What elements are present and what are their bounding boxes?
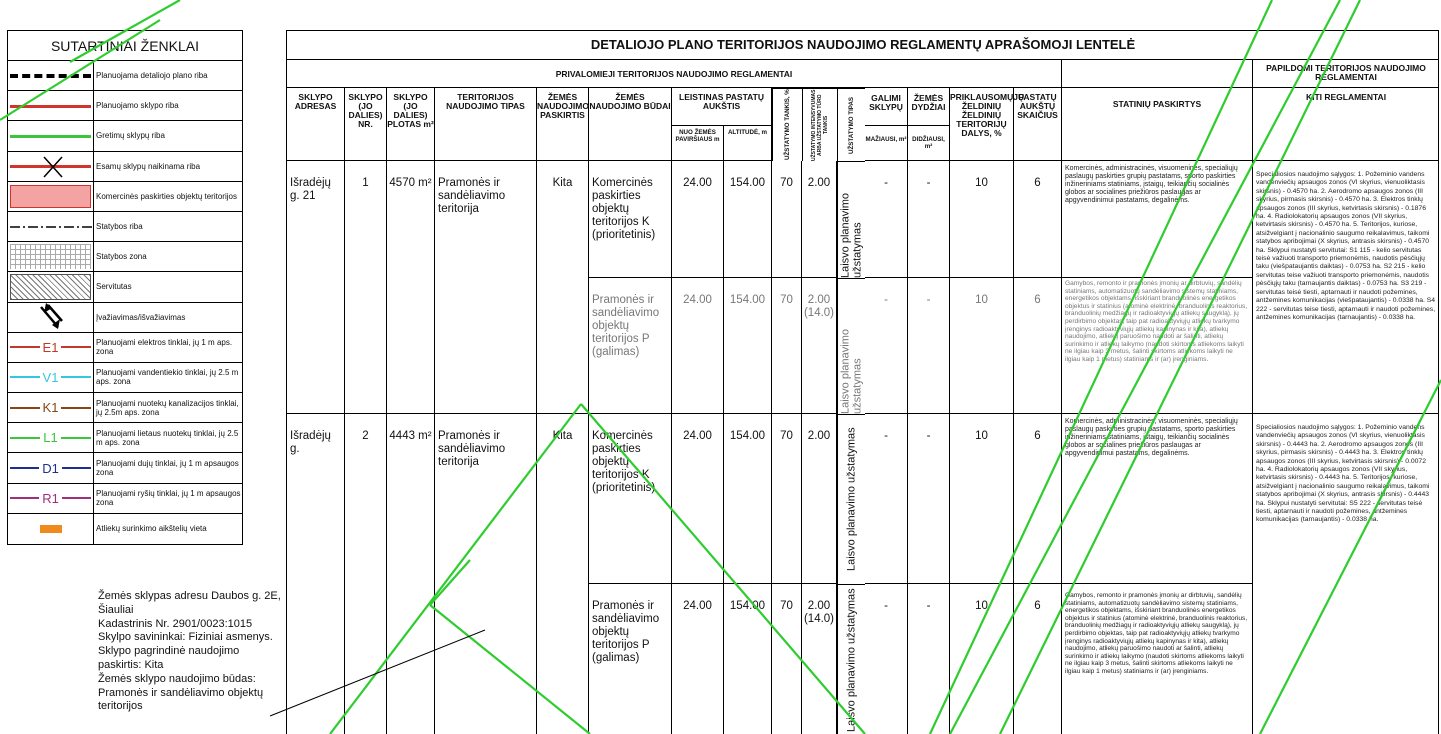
green-line-icon [8, 121, 94, 150]
header-territory-type: TERITORIJOS NAUDOJIMO TIPAS [435, 88, 537, 161]
utility-line-icon [8, 333, 94, 362]
floors-cell: 6 [1014, 161, 1062, 278]
intensity-cell: 2.00 (14.0) [802, 584, 837, 734]
pink-fill-icon [8, 182, 94, 211]
header-height-alt: ALTITUDĖ, m [724, 126, 772, 161]
legend-item [8, 363, 242, 393]
legend-item-label: Planuojami ryšių tinklai, jų 1 m apsaugos zona [96, 489, 241, 508]
green-cell: 10 [950, 414, 1014, 584]
note-line: Skylpo savininkai: Fiziniai asmenys. [98, 631, 273, 644]
header-intensity: UŽSTATYMO INTENSYVUMAS ARBA UŽSTATYMO TŪRO TANKIS [802, 88, 837, 161]
height-ground-cell: 24.00 [672, 161, 724, 278]
note-line: Žemės sklypas adresu Daubos g. 2E, [98, 590, 281, 602]
double-arrow-icon [8, 303, 94, 332]
legend-item [8, 242, 242, 272]
plot-address: Išradėjų g. [287, 414, 345, 734]
legend-item [8, 212, 242, 242]
legend-item-label: Gretimų sklypų riba [96, 131, 165, 141]
utility-line-icon [8, 363, 94, 392]
green-cell: 10 [950, 584, 1014, 734]
statiniu-cell: Gamybos, remonto ir pramonės įmonių ar dirbtuvių, sandėlių statiniams, automatizuotų sandėliavimo sistemų statiniams, energetikos objektams, išskiriant branduolinės energetikos objektus ir statinius (atominė elektrinė, branduolinis reaktorius, branduolinių medžiagų ir radioaktyviųjų atliekų saugyklą), jų perdirbimo objektas, taip pat radioaktyviųjų atliekų tvarkymo įrenginys radioaktyviųjų atliekų kapinynas ir kita), atliekų naudojimo, atliekų paruošimo naudoti ar šalinti, atliekų surinkimo ir atliekų laikymo (naudoti skirtoms atliekoms laikyti ne ilgiau kaip 3 metus, šalinti skirtoms atliekoms laikyti ne ilgiau kaip 1 metus) statiniams ir (ar) įrenginiams. [1062, 584, 1253, 734]
utility-code: V1 [40, 370, 62, 385]
dashed-black-line-icon [8, 61, 94, 90]
legend-item-label: Statybos zona [96, 252, 147, 262]
green-cell: 10 [950, 161, 1014, 278]
legend-item [8, 61, 242, 91]
legend-item-label: Esamų sklypų naikinama riba [96, 161, 201, 171]
group-mandatory-header: PRIVALOMIEJI TERITORIJOS NAUDOJIMO REGLAMENTAI [287, 60, 1062, 88]
density-cell: 70 [772, 278, 802, 414]
legend-item-label: Planuojamo sklypo riba [96, 101, 179, 111]
land-use-cell: Pramonės ir sandėliavimo objektų teritorijos P (galimas) [589, 584, 672, 734]
statiniu-cell: Komercinės, administracinės, visuomeninės, specialiųjų paslaugų paskirties grupių pastatams, sporto paskirties inžineriniams statiniams, įstaigų, teikiančių socialinės globos ar socialines priežiūros paslaugas ar apgyvendinimui pastatams, degalinėms. [1062, 414, 1253, 584]
statiniu-cell: Komercinės, administracinės, visuomeninės, specialiųjų paslaugų paskirties grupių pastatams, sporto paskirties inžineriniams statiniams, įstaigų, teikiančių socialinės globos ar socialines priežiūros paslaugas ar apgyvendinimui pastatams, degalinėms. [1062, 161, 1253, 278]
height-alt-cell: 154.00 [724, 161, 772, 278]
min-size-cell: - [865, 414, 908, 584]
legend-item-label: Įvažiavimas/išvažiavimas [96, 312, 186, 322]
note-line: Sklypo pagrindinė naudojimo [98, 645, 240, 658]
utility-code: D1 [39, 461, 62, 476]
statiniu-cell: Gamybos, remonto ir pramonės įmonių ar dirbtuvių, sandėlių statiniams, automatizuotų sandėliavimo sistemų statiniams, energetikos objektams, išskiriant branduolinės energetikos objektus ir statinius (atominė elektrinė, branduolinis reaktorius, branduolinių medžiagų ir radioaktyviųjų atliekų saugyklą), jų perdirbimo objektas, taip pat radioaktyviųjų atliekų tvarkymo įrenginys radioaktyviųjų atliekų kapinynas ir kita), atliekų naudojimo, atliekų paruošimo naudoti ar šalinti, atliekų surinkimo ir atliekų laikymo (naudoti skirtoms atliekoms laikyti ne ilgiau kaip 3 metus, šalinti skirtoms atliekoms laikyti ne ilgiau kaip 1 metus) statiniams ir (ar) įrenginiams. [1062, 278, 1253, 414]
legend-item-label: Planuojama detaliojo plano riba [96, 71, 208, 81]
table-title: DETALIOJO PLANO TERITORIJOS NAUDOJIMO REGLAMENTŲ APRAŠOMOJI LENTELĖ [287, 31, 1439, 60]
orange-bar-icon [8, 514, 94, 544]
density-cell: 70 [772, 161, 802, 278]
legend-item-label: Planuojami lietaus nuotekų tinklai, jų 2.5 m aps. zona [96, 428, 239, 447]
group-blank-cell [1062, 60, 1253, 88]
max-size-cell: - [908, 584, 950, 734]
plot-purpose: Kita [537, 414, 589, 734]
header-part-no: SKLYPO (JO DALIES) NR. [345, 88, 387, 161]
note-line: Šiauliai [98, 603, 134, 616]
plot-number: 2 [345, 414, 387, 734]
floors-cell: 6 [1014, 414, 1062, 584]
note-line: teritorijos [98, 700, 143, 713]
header-floors: PASTATŲ AUKŠTŲ SKAIČIUS [1014, 88, 1062, 161]
utility-code: R1 [39, 491, 62, 506]
plot-number: 1 [345, 161, 387, 414]
regulations-table [286, 30, 1439, 734]
min-size-cell: - [865, 278, 908, 414]
header-min: MAŽIAUSI, m² [865, 126, 908, 161]
legend [7, 30, 243, 545]
header-statiniu: STATINIŲ PASKIRTYS [1062, 88, 1253, 161]
legend-item [8, 333, 242, 363]
legend-item [8, 91, 242, 121]
plot-territory-type: Pramonės ir sandėliavimo teritorija [435, 161, 537, 414]
height-ground-cell: 24.00 [672, 278, 724, 414]
plot-area: 4443 m² [387, 414, 435, 734]
plot-purpose: Kita [537, 161, 589, 414]
note-line: Kadastrinis Nr. 2901/0023:1015 [98, 617, 253, 630]
floors-cell: 6 [1014, 278, 1062, 414]
header-land-use: ŽEMĖS NAUDOJIMO BŪDAI [589, 88, 672, 161]
legend-item-label: Planuojami vandentiekio tinklai, jų 2.5 m aps. zona [96, 368, 239, 387]
density-cell: 70 [772, 584, 802, 734]
crossed-red-line-icon [8, 152, 94, 181]
intensity-cell: 2.00 [802, 414, 837, 584]
legend-item-label: Planuojami elektros tinklai, jų 1 m aps. zona [96, 338, 233, 357]
max-size-cell: - [908, 278, 950, 414]
legend-item-label: Planuojami nuotekų kanalizacijos tinklai, jų 2.5m aps. zona [96, 398, 239, 417]
utility-code: K1 [40, 400, 62, 415]
max-size-cell: - [908, 414, 950, 584]
grid-fill-icon [8, 242, 94, 271]
note-line: Žemės sklypo naudojimo būdas: [98, 672, 256, 685]
height-alt-cell: 154.00 [724, 414, 772, 584]
legend-item [8, 152, 242, 182]
legend-item-label: Servitutas [96, 282, 132, 292]
plot-area: 4570 m² [387, 161, 435, 414]
legend-item [8, 453, 242, 483]
height-ground-cell: 24.00 [672, 414, 724, 584]
build-type-cell: Laisvo planavimo užstatymas [837, 278, 865, 414]
other-regulations-cell: Specialiosios naudojimo sąlygos: 1. Požeminio vandens vandenviečių apsaugos zonos (VI skyrius, vienuoliktasis skirsnis) - 0.4570 ha. 2. Aerodromo apsaugos zonos (III skyrius, pirmasis skirsnis) - 0.4570 ha. 3. Elektros tinklų apsaugos zonos (III skyrius, ketvirtasis skirsnis) - 0.1876 ha. 4. Radiolokatorių apsaugos zonos (VII skyrius, ketvirtasis skirsnis) - 0.4570 ha. 5. Teritorijos, kuriose, atsižvelgiant į nacionalinio saugumo reikalavimus, taikomi statybos apribojimai (X skyrius, antrasis skirsnis) - 0.4570 ha. Sklypui nustatyti servitutai: S1 115 - kelio servitutas teisė važiuoti transporto priemonėmis, naudotis pėsčiųjų taku (viešpataujantis daiktas) - 0.0753 ha. S2 215 - kelio servitutas teise važiuoti transporto priemonėmis, naudotis pėsčiųjų taku (tarnaujantis daiktas) - 0.0753 ha. S3 219 - servitutas teisė tiesti, aptarnauti ir naudoti požemines, antžemines komunikacijas (viešpataujantis) - 0.0338 ha. S4 222 - servitutas teise tiesti, aptarnauti ir naudoti požemines, antžemines komunikacijas (tarnaujantis) - 0.0338 ha. [1253, 161, 1439, 414]
legend-item-label: Komercinės paskirties objektų teritorijos [96, 191, 237, 201]
legend-item [8, 484, 242, 514]
legend-item [8, 303, 242, 333]
build-type-cell: Laisvo planavimo užstatymas [837, 161, 865, 278]
floors-cell: 6 [1014, 584, 1062, 734]
build-type-cell: Laisvo planavimo užstatymas [837, 414, 865, 584]
dash-dot-line-icon [8, 212, 94, 241]
intensity-cell: 2.00 (14.0) [802, 278, 837, 414]
legend-item [8, 423, 242, 453]
header-density: UŽSTATYMO TANKIS, % [772, 88, 802, 161]
header-height: LEISTINAS PASTATŲ AUKŠTIS [672, 88, 772, 126]
land-use-cell: Komercinės paskirties objektų teritorijos K (prioritetinis) [589, 161, 672, 278]
group-additional-header: PAPILDOMI TERITORIJOS NAUDOJIMO REGLAMENTAI [1253, 60, 1439, 88]
header-plot-size: GALIMI SKLYPŲ [865, 88, 908, 126]
intensity-cell: 2.00 [802, 161, 837, 278]
land-use-cell: Pramonės ir sandėliavimo objektų teritorijos P (galimas) [589, 278, 672, 414]
header-other: KITI REGLAMENTAI [1253, 88, 1439, 161]
legend-item [8, 121, 242, 151]
legend-title: SUTARTINIAI ŽENKLAI [8, 31, 242, 61]
utility-line-icon [8, 393, 94, 422]
header-height-ground: NUO ŽEMĖS PAVIRŠIAUS m [672, 126, 724, 161]
plot-territory-type: Pramonės ir sandėliavimo teritorija [435, 414, 537, 734]
header-land-size: ŽEMĖS DYDŽIAI [908, 88, 950, 126]
max-size-cell: - [908, 161, 950, 278]
legend-item [8, 182, 242, 212]
utility-code: L1 [40, 430, 60, 445]
green-cell: 10 [950, 278, 1014, 414]
header-address: SKLYPO ADRESAS [287, 88, 345, 161]
parcel-note [98, 590, 298, 714]
utility-line-icon [8, 484, 94, 513]
legend-item [8, 272, 242, 302]
red-line-icon [8, 91, 94, 120]
header-green: PRIKLAUSOMŲJŲ ŽELDINIŲ ŽELDINIŲ TERITORIJŲ DALYS, % [950, 88, 1014, 161]
header-area: SKLYPO (JO DALIES) PLOTAS m² [387, 88, 435, 161]
height-ground-cell: 24.00 [672, 584, 724, 734]
utility-line-icon [8, 453, 94, 482]
min-size-cell: - [865, 161, 908, 278]
header-max: DIDŽIAUSI, m² [908, 126, 950, 161]
min-size-cell: - [865, 584, 908, 734]
hatch-fill-icon [8, 272, 94, 301]
utility-code: E1 [40, 340, 62, 355]
legend-item [8, 393, 242, 423]
height-alt-cell: 154.00 [724, 278, 772, 414]
header-land-purpose: ŽEMĖS NAUDOJIMO PASKIRTIS [537, 88, 589, 161]
land-use-cell: Komercinės paskirties objektų teritorijos K (prioritetinis) [589, 414, 672, 584]
header-build-type: UŽSTATYMO TIPAS [837, 88, 865, 161]
note-line: paskirtis: Kita [98, 658, 164, 671]
height-alt-cell: 154.00 [724, 584, 772, 734]
density-cell: 70 [772, 414, 802, 584]
utility-line-icon [8, 423, 94, 452]
note-line: Pramonės ir sandėliavimo objektų [98, 686, 264, 699]
other-regulations-cell: Specialiosios naudojimo sąlygos: 1. Požeminio vandens vandenviečių apsaugos zonos (VI skyrius, vienuoliktasis skirsnis) - 0.4443 ha. 2. Aerodromo apsaugos zonos (III skyrius, pirmasis skirsnis) - 0.4443 ha. 3. Elektros tinklų apsaugos zonos (III skyrius, ketvirtasis skirsnis) - 0.0072 ha. 4. Radiolokatorių apsaugos zonos (VII skyrius, ketvirtasis skirsnis) - 0.4443 ha. 5. Teritorijos, kuriose, atsižvelgiant į nacionalinio saugumo reikalavimus, taikomi statybos apribojimai (X skyrius, antrasis skirsnis) - 0.4443 ha. Sklypui nustatyti servitutai: S5 222 - servitutas teisė tiesti, aptarnauti ir naudoti požemines, antžemines komunikacijas (tarnaujantis) - 0.0338 ha. [1253, 414, 1439, 734]
legend-item [8, 514, 242, 544]
build-type-cell: Laisvo planavimo užstatymas [837, 584, 865, 734]
legend-item-label: Planuojami dujų tinklai, jų 1 m apsaugos zona [96, 459, 239, 478]
legend-item-label: Statybos riba [96, 222, 143, 232]
legend-item-label: Atliekų surinkimo aikštelių vieta [96, 524, 207, 534]
plot-address: Išradėjų g. 21 [287, 161, 345, 414]
